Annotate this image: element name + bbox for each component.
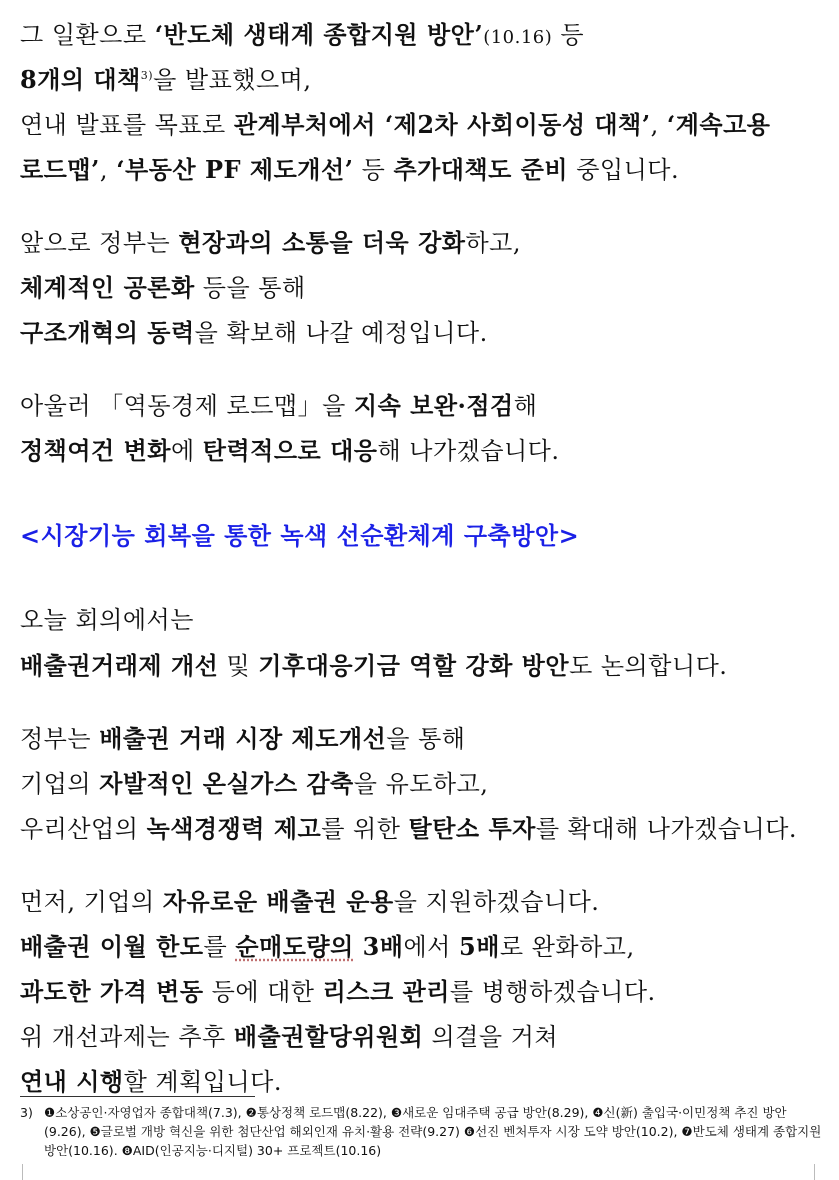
text-run-bold: 지속 보완·점검 <box>353 391 514 420</box>
text-run: 을 유도하고, <box>353 770 489 798</box>
text-line <box>20 879 830 924</box>
text-run: 연내 발표를 목표로 <box>20 111 234 139</box>
text-line <box>20 147 830 192</box>
text-run: 등을 통해 <box>194 274 306 302</box>
text-run-bold: 5배 <box>459 932 500 961</box>
text-run: 먼저, 기업의 <box>20 888 163 916</box>
text-run-bold: 자유로운 배출권 운용 <box>162 887 394 916</box>
text-line <box>20 761 830 806</box>
paragraph-5 <box>20 716 830 851</box>
text-run: 을 확보해 나갈 예정입니다. <box>194 319 488 347</box>
paragraph-3 <box>20 383 830 473</box>
text-run: 로 완화하고, <box>499 933 635 961</box>
text-run: 기업의 <box>20 770 100 798</box>
section-heading: <시장기능 회복을 통한 녹색 선순환체계 구축방안> <box>20 521 580 550</box>
footnote-ref[interactable]: 3) <box>140 69 154 82</box>
text-line <box>20 1059 830 1104</box>
text-run: 우리산업의 <box>20 815 147 843</box>
text-run-bold: 과도한 가격 변동 <box>20 977 204 1006</box>
text-run: , <box>650 111 667 139</box>
text-run-bold: 자발적인 온실가스 감축 <box>99 769 354 798</box>
text-line <box>20 102 830 147</box>
text-run-bold: 8개의 대책 <box>20 65 141 94</box>
text-run: 를 위한 <box>321 815 409 843</box>
text-run: 및 <box>218 652 259 680</box>
text-run: 정부는 <box>20 725 100 753</box>
text-run: 해 <box>513 392 538 420</box>
text-line <box>20 220 830 265</box>
text-run: 그 일환으로 <box>20 21 155 49</box>
text-run-bold: 정책여건 변화 <box>20 436 171 465</box>
text-run: 앞으로 정부는 <box>20 229 179 257</box>
text-run: 등 <box>552 21 585 49</box>
text-run: 에 <box>170 437 203 465</box>
text-run-bold: 배출권할당위원회 <box>233 1022 424 1051</box>
text-run: 를 확대해 나가겠습니다. <box>535 815 798 843</box>
text-run-bold: 리스크 관리 <box>322 977 450 1006</box>
footnote-text: ❶소상공인·자영업자 종합대책(7.3), ❷통상정책 로드맵(8.22), ❸새로운 임대주택 공급 방안(8.29), ❹신(新) 출입국·이민정책 추진 방안(9.26), ❺글로벌 개방 혁신을 위한 첨단산업 해외인재 유치·활용 전략(9.27) ❻선진 벤처투자 시장 도약 방안(10.2), ❼반도체 생태계 종합지원 방안(10.16). ❽AID(인공지능·디지털) 30+ 프로젝트(10.16) <box>44 1105 822 1158</box>
text-run: 에서 <box>403 933 459 961</box>
text-run: 중입니다. <box>568 156 680 184</box>
paragraph-1 <box>20 12 830 192</box>
text-line <box>20 806 830 851</box>
text-line <box>20 1014 830 1059</box>
footnote-number: 3) <box>20 1105 33 1120</box>
text-run: 할 계획입니다. <box>123 1068 282 1096</box>
text-line <box>20 12 830 57</box>
text-run: 을 통해 <box>386 725 466 753</box>
text-run-bold: ‘부동산 PF 제도개선’ <box>116 155 354 184</box>
page-corner-mark <box>814 1164 827 1180</box>
text-run-bold: 체계적인 공론화 <box>20 273 195 302</box>
text-line <box>20 57 830 102</box>
text-line <box>20 716 830 761</box>
text-run-bold: ‘반도체 생태계 종합지원 방안’ <box>154 20 484 49</box>
text-run-date: (10.16) <box>483 27 553 48</box>
text-run-bold: 연내 시행 <box>20 1067 124 1096</box>
paragraph-4 <box>20 598 830 688</box>
text-run: 도 논의합니다. <box>569 652 728 680</box>
footnote-separator <box>20 1096 255 1097</box>
text-run-bold: 관계부처에서 ‘제2차 사회이동성 대책’ <box>233 110 651 139</box>
text-run: 의결을 거쳐 <box>423 1023 559 1051</box>
text-line <box>20 265 830 310</box>
text-run-bold-underlined: 순매도량의 <box>235 932 354 961</box>
page-corner-mark <box>10 1164 23 1180</box>
text-run-bold: 3배 <box>353 932 404 961</box>
text-run: 아울러 「역동경제 로드맵」을 <box>20 392 354 420</box>
text-line <box>20 383 830 428</box>
text-run: , <box>99 156 117 184</box>
text-run-bold: 추가대책도 준비 <box>393 155 569 184</box>
text-run: 을 발표했으며, <box>153 66 312 94</box>
text-run: 위 개선과제는 추후 <box>20 1023 234 1051</box>
text-run-bold: 기후대응기금 역할 강화 방안 <box>258 651 570 680</box>
text-run-bold: 녹색경쟁력 제고 <box>146 814 322 843</box>
text-run: 을 지원하겠습니다. <box>393 888 600 916</box>
text-run: 등 <box>353 156 394 184</box>
paragraph-2 <box>20 220 830 355</box>
footnote <box>20 1103 826 1160</box>
text-line <box>20 643 830 688</box>
text-line <box>20 428 830 473</box>
text-run: 하고, <box>465 229 521 257</box>
paragraph-6 <box>20 879 830 1104</box>
text-run-bold: 탄력적으로 대응 <box>202 436 378 465</box>
text-run: 를 병행하겠습니다. <box>449 978 656 1006</box>
text-line <box>20 310 830 355</box>
text-run-bold: 현장과의 소통을 더욱 강화 <box>178 228 466 257</box>
document-body <box>20 12 830 1104</box>
text-run-bold: 배출권거래제 개선 <box>20 651 219 680</box>
text-run-bold: 구조개혁의 동력 <box>20 318 195 347</box>
text-run-bold: ‘계속고용 <box>666 110 771 139</box>
text-run: 해 나가겠습니다. <box>377 437 560 465</box>
text-line <box>20 924 830 969</box>
text-run-bold: 로드맵’ <box>20 155 100 184</box>
text-run: 등에 대한 <box>203 978 323 1006</box>
text-line: 오늘 회의에서는 <box>20 606 194 634</box>
text-run-bold: 배출권 이월 한도 <box>20 932 204 961</box>
text-run-bold: 배출권 거래 시장 제도개선 <box>99 724 387 753</box>
text-run: 를 <box>203 933 236 961</box>
text-run-bold: 탈탄소 투자 <box>408 814 536 843</box>
text-line <box>20 969 830 1014</box>
